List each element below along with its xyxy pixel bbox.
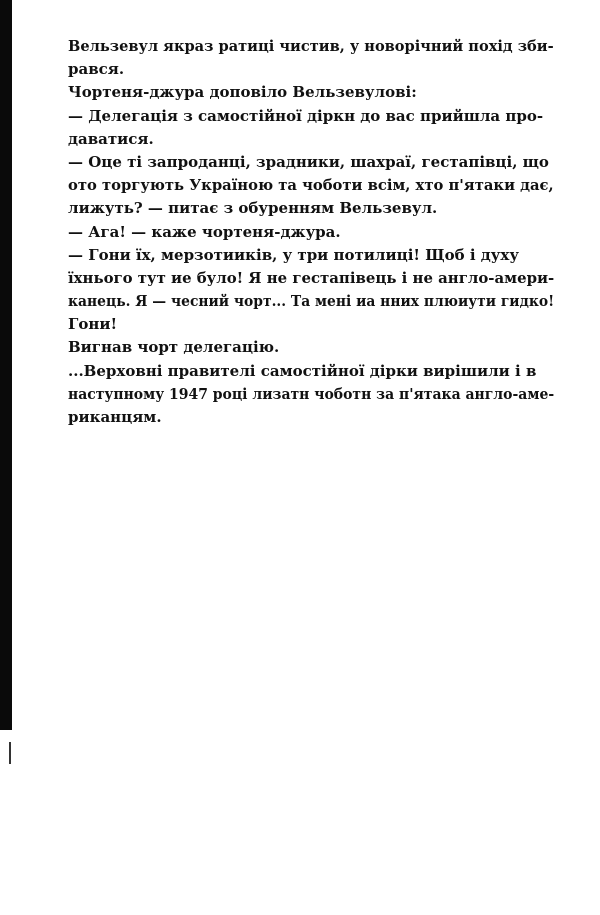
scan-margin-mark [9,742,11,764]
text-line: ...Верховні правителі самостійної дірки вирішили і в [68,361,537,380]
text-line: — Гони їх, мерзотииків, у три потилиці! Щоб і духу [68,245,519,264]
body-text [68,35,554,429]
text-line: ото торгують Україною та чоботи всім, хто п'ятаки дає, [68,176,554,195]
text-line: риканцям. [68,408,162,426]
text-line: Гони! [68,315,118,334]
scan-binding-edge [0,0,12,730]
text-line: наступному 1947 році лизатн чоботн за п'ятака англо-аме- [68,384,555,403]
text-line: канець. Я — чесний чорт... Та мені иа нних плюиути гидко! [68,292,555,311]
text-line: Вельзевул якраз ратиці чистив, у новорічний похід зби- [68,37,554,55]
text-line: рався. [68,60,125,79]
text-line: — Делегація з самостійної діркн до вас прийшла про- [68,106,544,125]
text-line: Вигнав чорт делегацію. [68,338,280,357]
text-line: їхнього тут ие було! Я не гестапівець і не англо-амери- [68,268,555,287]
text-line: лижуть? — питає з обуренням Вельзевул. [68,199,438,218]
text-line: — Оце ті запроданці, зрадники, шахраї, гестапівці, що [68,152,549,171]
text-line: Чортеня-джура доповіло Вельзевулові: [68,83,417,102]
text-line: даватися. [68,129,154,148]
text-line: — Ага! — каже чортеня-джура. [68,222,341,241]
